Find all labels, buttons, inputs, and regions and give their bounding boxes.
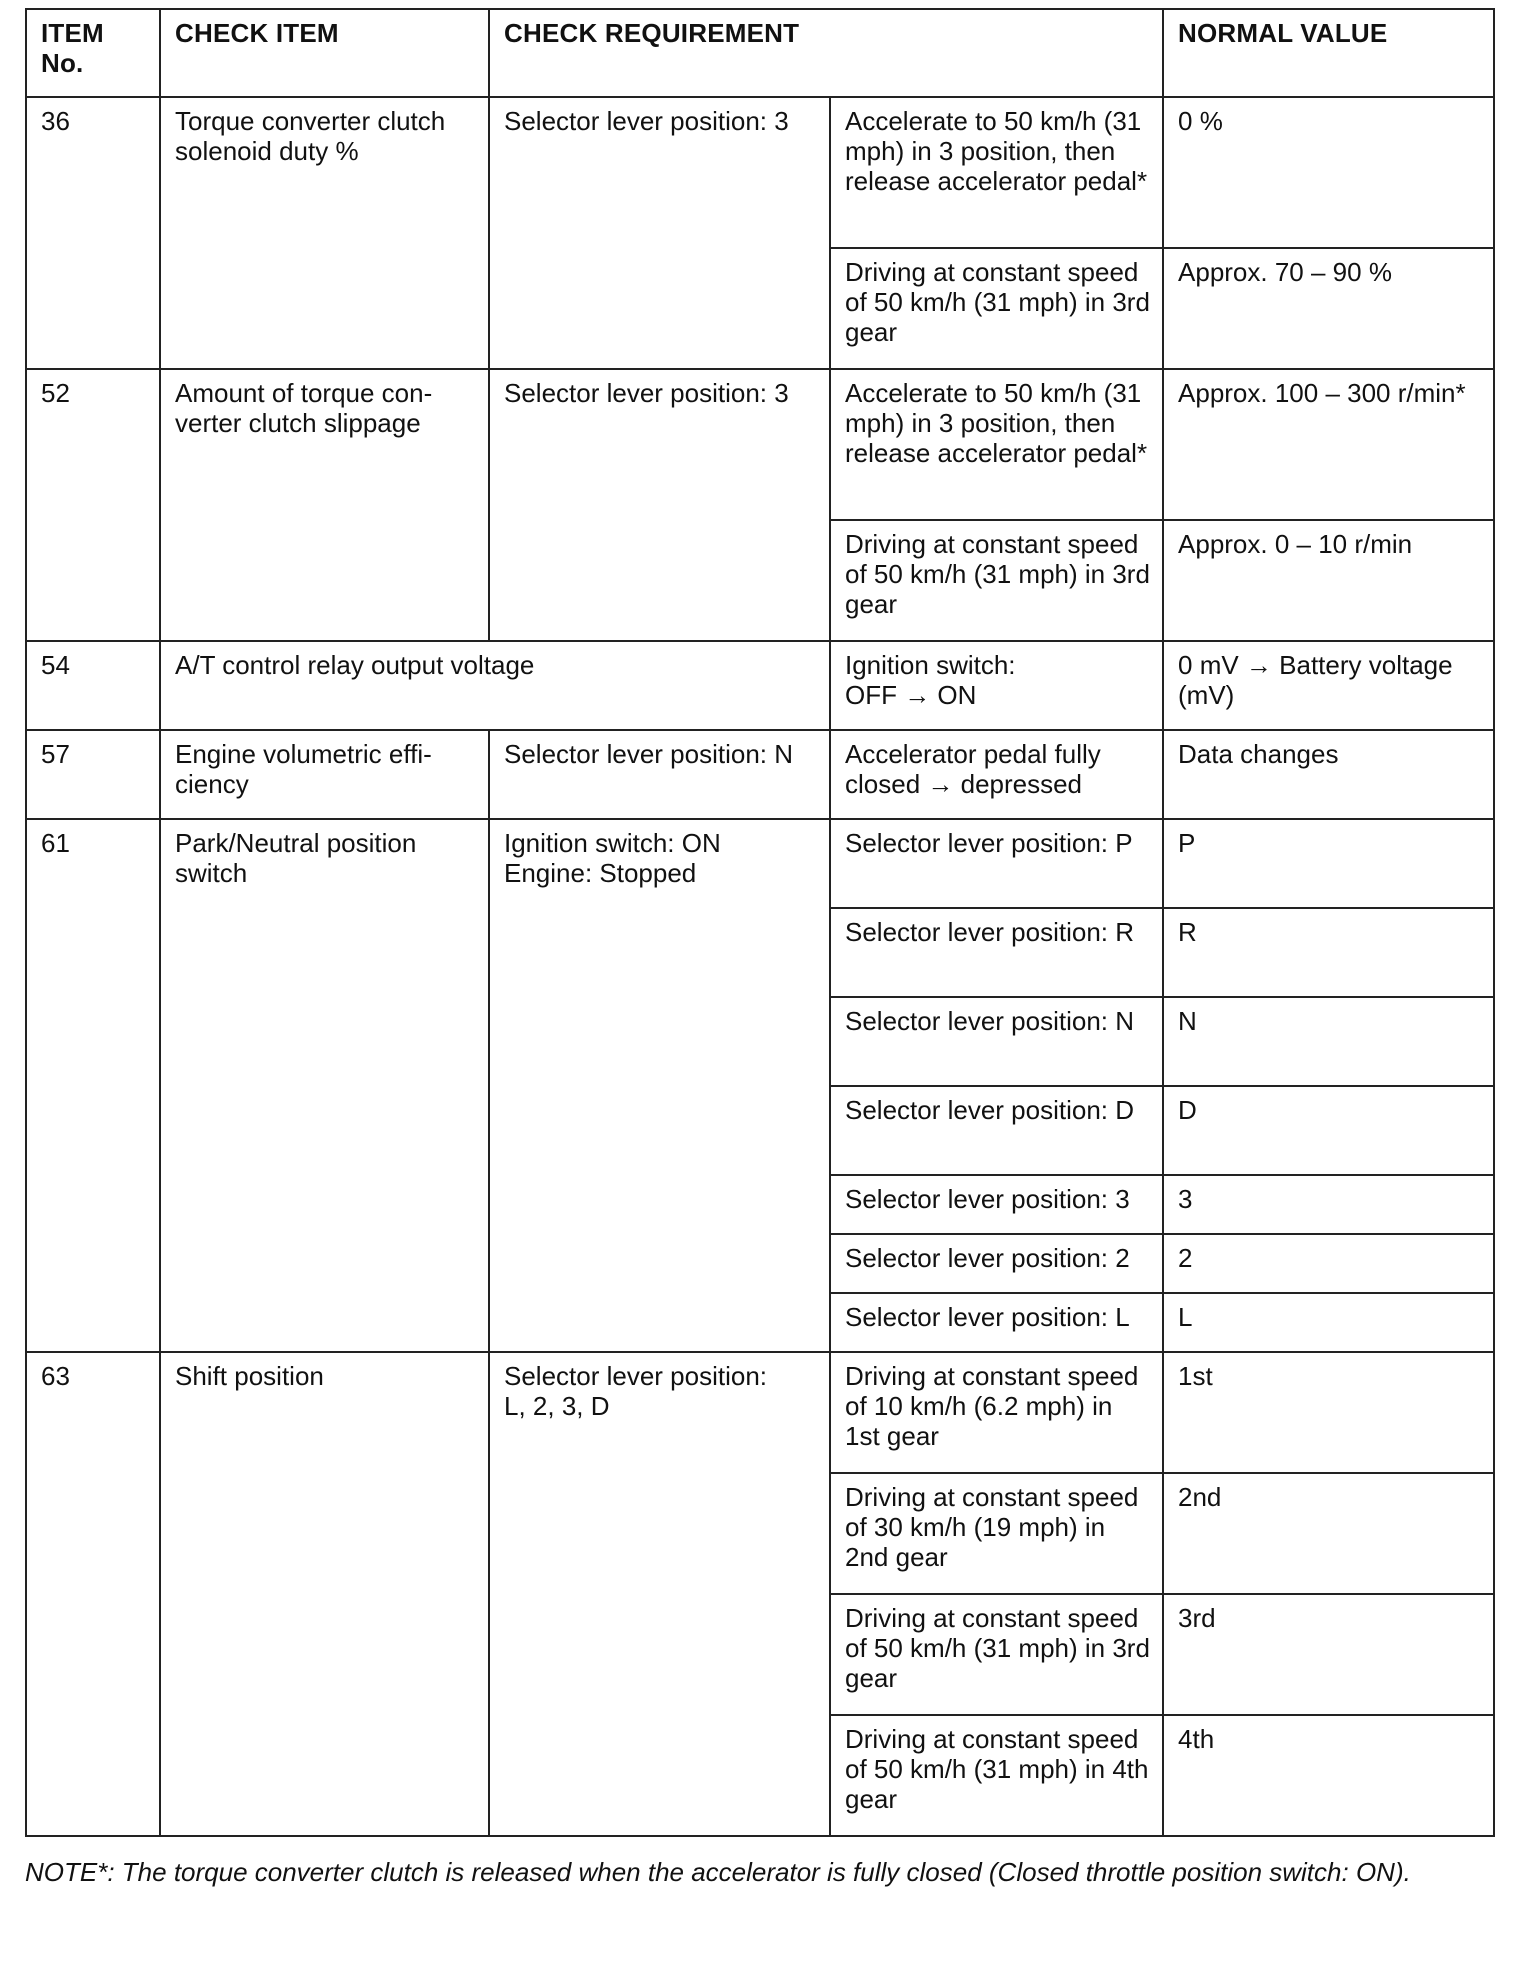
header-check-requirement: CHECK REQUIREMENT	[489, 9, 1163, 97]
table-row	[26, 97, 1494, 248]
condition-cell: Driving at constant speed of 50 km/h (31 mph) in 4th gear	[830, 1715, 1163, 1836]
footnote: NOTE*: The torque converter clutch is released when the accelerator is fully closed (Closed throttle position switch: ON).	[25, 1857, 1411, 1887]
table-row	[26, 1352, 1494, 1473]
condition-cell: Accelerate to 50 km/h (31 mph) in 3 position, then release accelerator pedal*	[830, 369, 1163, 520]
condition-cell: Selector lever position: L	[830, 1293, 1163, 1352]
condition-cell: Driving at constant speed of 50 km/h (31 mph) in 3rd gear	[830, 1594, 1163, 1715]
item-no-cell: 61	[26, 819, 160, 1352]
condition-cell: Driving at constant speed of 50 km/h (31 mph) in 3rd gear	[830, 520, 1163, 641]
normal-value-cell: 4th	[1163, 1715, 1494, 1836]
condition-cell: Accelerator pedal fully closed → depressed	[830, 730, 1163, 819]
condition-line: OFF → ON	[845, 680, 977, 710]
normal-value-cell: 2	[1163, 1234, 1494, 1293]
requirement-cell: Selector lever position: 3	[489, 97, 830, 369]
normal-value-cell: 0 mV → Battery voltage (mV)	[1163, 641, 1494, 730]
condition-cell: Driving at constant speed of 10 km/h (6.2 mph) in 1st gear	[830, 1352, 1163, 1473]
check-item-table	[25, 8, 1495, 1837]
requirement-cell: Selector lever position: N	[489, 730, 830, 819]
condition-cell: Driving at constant speed of 30 km/h (19 mph) in 2nd gear	[830, 1473, 1163, 1594]
check-item-cell: Amount of torque con-verter clutch slippage	[160, 369, 489, 641]
item-no-cell: 54	[26, 641, 160, 730]
requirement-line: Selector lever position:	[504, 1361, 768, 1391]
table-row	[26, 369, 1494, 520]
check-item-cell: Shift position	[160, 1352, 489, 1836]
item-no-cell: 52	[26, 369, 160, 641]
condition-cell: Selector lever position: R	[830, 908, 1163, 997]
normal-value-cell: 3rd	[1163, 1594, 1494, 1715]
normal-value-cell: 3	[1163, 1175, 1494, 1234]
condition-cell: Accelerate to 50 km/h (31 mph) in 3 position, then release accelerator pedal*	[830, 97, 1163, 248]
requirement-line: Ignition switch: ON	[504, 828, 721, 858]
condition-cell	[830, 641, 1163, 730]
normal-value-cell: 0 %	[1163, 97, 1494, 248]
check-item-cell: Engine volumetric effi-ciency	[160, 730, 489, 819]
condition-cell: Selector lever position: 3	[830, 1175, 1163, 1234]
header-normal-value: NORMAL VALUE	[1163, 9, 1494, 97]
normal-value-cell: Approx. 70 – 90 %	[1163, 248, 1494, 369]
normal-value-cell: L	[1163, 1293, 1494, 1352]
normal-value-cell: Approx. 100 – 300 r/min*	[1163, 369, 1494, 520]
item-no-cell: 57	[26, 730, 160, 819]
check-item-cell: Torque converter clutch solenoid duty %	[160, 97, 489, 369]
table-row	[26, 730, 1494, 819]
normal-value-cell: Data changes	[1163, 730, 1494, 819]
requirement-cell: Selector lever position: 3	[489, 369, 830, 641]
normal-value-cell: R	[1163, 908, 1494, 997]
table-row	[26, 819, 1494, 908]
normal-value-cell: 2nd	[1163, 1473, 1494, 1594]
requirement-cell	[489, 1352, 830, 1836]
condition-cell: Selector lever position: N	[830, 997, 1163, 1086]
condition-cell: Selector lever position: D	[830, 1086, 1163, 1175]
condition-line: Ignition switch:	[845, 650, 1016, 680]
condition-cell: Driving at constant speed of 50 km/h (31 mph) in 3rd gear	[830, 248, 1163, 369]
check-item-cell: A/T control relay output voltage	[160, 641, 830, 730]
condition-cell: Selector lever position: 2	[830, 1234, 1163, 1293]
item-no-cell: 36	[26, 97, 160, 369]
requirement-line: L, 2, 3, D	[504, 1391, 610, 1421]
normal-value-cell: 1st	[1163, 1352, 1494, 1473]
table-row	[26, 641, 1494, 730]
normal-value-cell: Approx. 0 – 10 r/min	[1163, 520, 1494, 641]
normal-value-cell: N	[1163, 997, 1494, 1086]
requirement-line: Engine: Stopped	[504, 858, 697, 888]
condition-cell: Selector lever position: P	[830, 819, 1163, 908]
item-no-cell: 63	[26, 1352, 160, 1836]
table-header-row	[26, 9, 1494, 97]
requirement-cell	[489, 819, 830, 1352]
header-item-no: ITEM No.	[26, 9, 160, 97]
check-item-cell: Park/Neutral position switch	[160, 819, 489, 1352]
normal-value-cell: P	[1163, 819, 1494, 908]
normal-value-cell: D	[1163, 1086, 1494, 1175]
header-check-item: CHECK ITEM	[160, 9, 489, 97]
